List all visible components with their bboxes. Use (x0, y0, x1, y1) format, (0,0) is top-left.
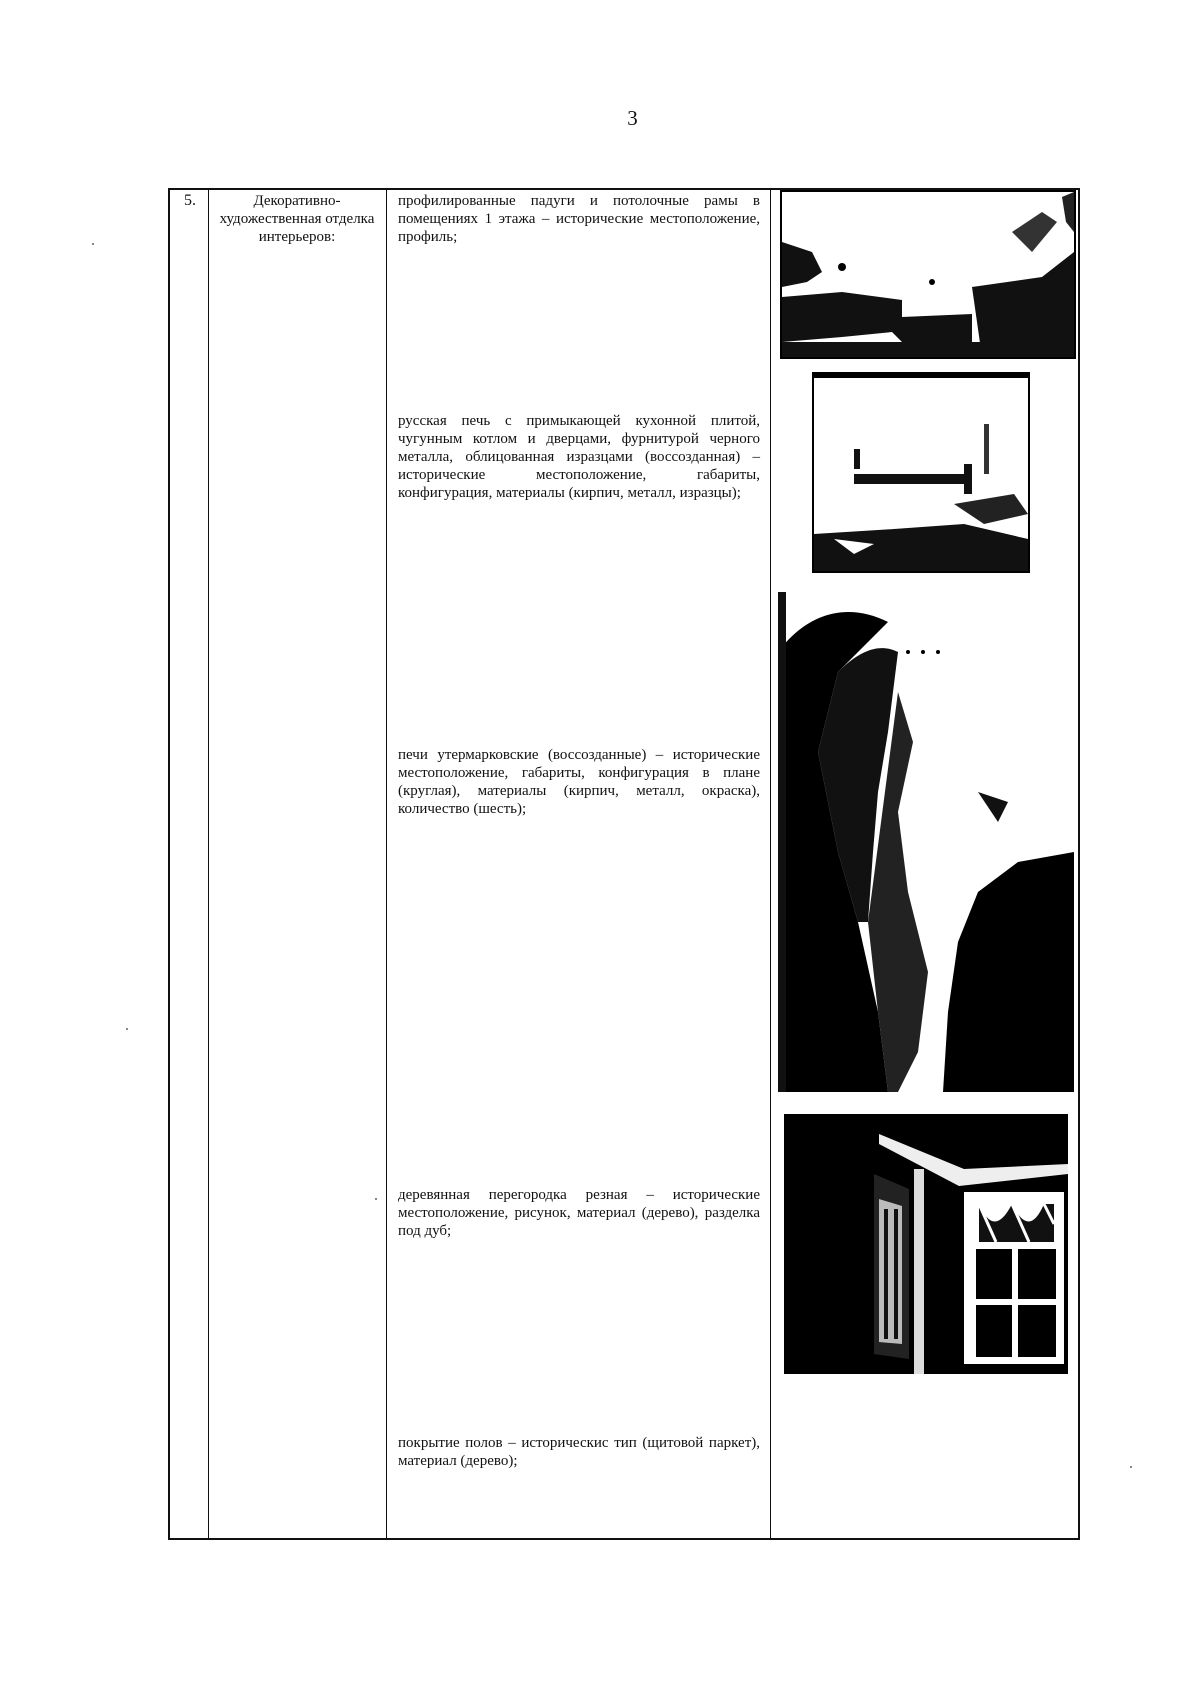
russian-stove-photo (812, 372, 1030, 573)
item-ceiling-cornices: профилированные падуги и потолочные рамы в помещениях 1 этажа – исторические местоположение, профиль; (398, 193, 760, 245)
scan-speck (375, 1198, 377, 1200)
column-divider (386, 190, 387, 1538)
column-divider (208, 190, 209, 1538)
column-divider (770, 190, 771, 1538)
carved-partition-photo (784, 1114, 1068, 1374)
item-russian-stove: русская печь с примыкающей кухонной плитой, чугунным котлом и дверцами, фурнитурой черного металла, облицованная изразцами (воссозданная) – исторические местоположение, габариты, конфигурация, материалы (кирпич, металл, изразцы); (398, 413, 760, 501)
scan-speck (92, 243, 94, 245)
heritage-table (168, 188, 1080, 1540)
row-number: 5. (184, 192, 196, 209)
page-number: 3 (627, 106, 638, 130)
item-floor-covering: покрытие полов – историческис тип (щитовой паркет), материал (дерево); (398, 1435, 760, 1469)
scan-speck (1130, 1466, 1132, 1468)
scan-speck (126, 1028, 128, 1030)
ceiling-cornice-photo (780, 190, 1076, 359)
item-utermark-stoves: печи утермарковские (воссозданные) – исторические местоположение, габариты, конфигурация в плане (круглая), материалы (кирпич, металл, окраска), количество (шесть); (398, 747, 760, 817)
row-category: Декоративно-художественная отделка интерьеров: (219, 193, 375, 245)
item-carved-partition: деревянная перегородка резная – исторические местоположение, рисунок, материал (дерево), разделка под дуб; (398, 1187, 760, 1239)
utermark-stove-photo (778, 592, 1074, 1092)
